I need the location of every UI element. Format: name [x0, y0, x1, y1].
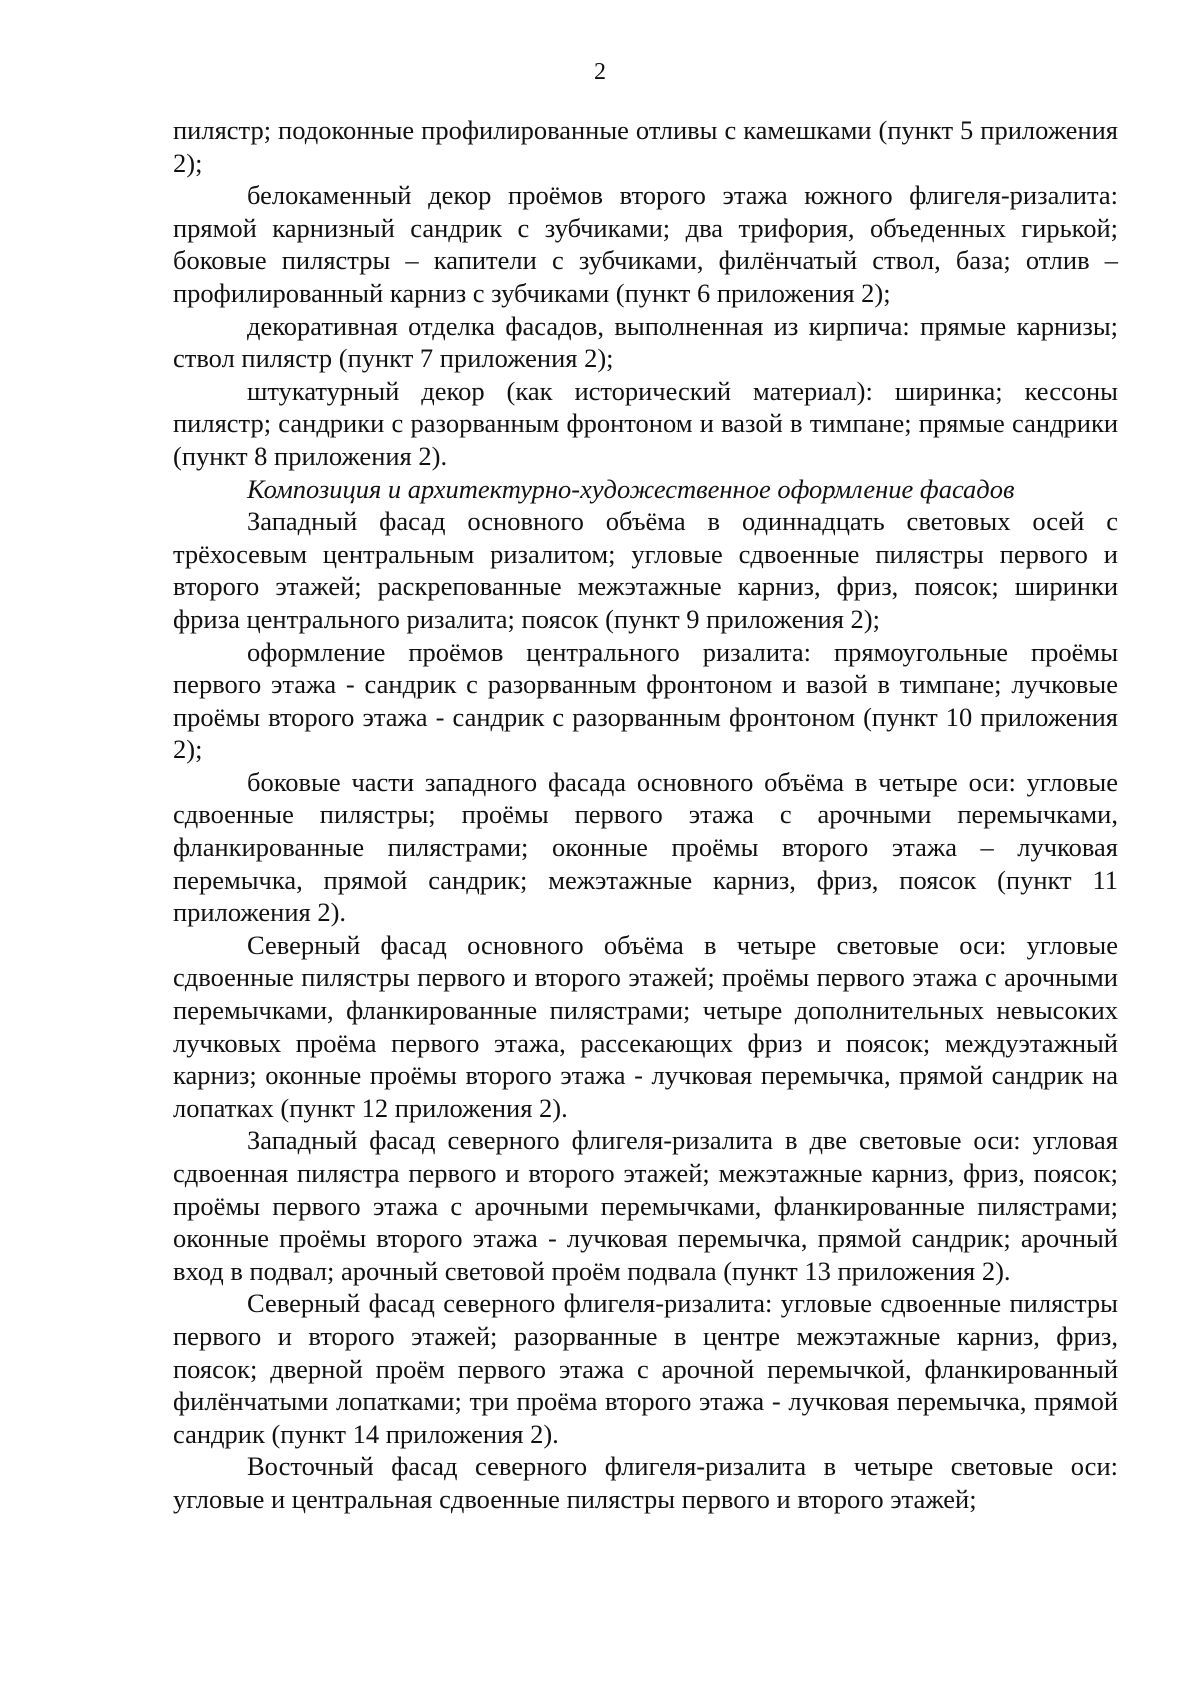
paragraph-12: Восточный фасад северного флигеля-ризалита в четыре световые оси: угловые и центральная сдвоенные пилястры первого и второго этажей; [173, 1451, 1118, 1514]
paragraph-6: Западный фасад основного объёма в одиннадцать световых осей с трёхосевым центральным ризалитом; угловые сдвоенные пилястры первого и второго этажей; раскрепованные межэтажные карниз, фриз, поясок; ширинки фриза центрального ризалита; поясок (пункт 9 приложения 2); [173, 506, 1118, 634]
paragraph-1: пилястр; подоконные профилированные отливы с камешками (пункт 5 приложения 2); [173, 115, 1118, 178]
document-body [173, 114, 1118, 1516]
paragraph-8: боковые части западного фасада основного объёма в четыре оси: угловые сдвоенные пилястры; проёмы первого этажа с арочными перемычками, фланкированные пилястрами; оконные проёмы второго этажа – лучковая перемычка, прямой сандрик; межэтажные карниз, фриз, поясок (пункт 11 приложения 2). [173, 766, 1118, 928]
paragraph-2: белокаменный декор проёмов второго этажа южного флигеля-ризалита: прямой карнизный сандрик с зубчиками; два трифория, объеденных гирькой; боковые пилястры – капители с зубчиками, филёнчатый ствол, база; отлив – профилированный карниз с зубчиками (пункт 6 приложения 2); [173, 180, 1118, 308]
paragraph-7: оформление проёмов центрального ризалита: прямоугольные проёмы первого этажа - сандрик с разорванным фронтоном и вазой в тимпане; лучковые проёмы второго этажа - сандрик с разорванным фронтоном (пункт 10 приложения 2); [173, 636, 1118, 765]
paragraph-11: Северный фасад северного флигеля-ризалита: угловые сдвоенные пилястры первого и второго этажей; разорванные в центре межэтажные карниз, фриз, поясок; дверной проём первого этажа с арочной перемычкой, фланкированный филёнчатыми лопатками; три проёма второго этажа - лучковая перемычка, прямой сандрик (пункт 14 приложения 2). [173, 1288, 1118, 1449]
paragraph-9: Северный фасад основного объёма в четыре световые оси: угловые сдвоенные пилястры первого и второго этажей; проёмы первого этажа с арочными перемычками, фланкированные пилястрами; четыре дополнительных невысоких лучковых проёма первого этажа, рассекающих фриз и поясок; междуэтажный карниз; оконные проёмы второго этажа - лучковая перемычка, прямой сандрик на лопатках (пункт 12 приложения 2). [173, 929, 1118, 1123]
page-number: 2 [594, 59, 606, 85]
paragraph-4: штукатурный декор (как исторический материал): ширинка; кессоны пилястр; сандрики с разорванным фронтоном и вазой в тимпане; прямые сандрики (пункт 8 приложения 2). [173, 375, 1118, 471]
paragraph-10: Западный фасад северного флигеля-ризалита в две световые оси: угловая сдвоенная пилястра первого и второго этажей; межэтажные карниз, фриз, поясок; проёмы первого этажа с арочными перемычками, фланкированные пилястрами; оконные проёмы второго этажа - лучковая перемычка, прямой сандрик; арочный вход в подвал; арочный световой проём подвала (пункт 13 приложения 2). [173, 1125, 1118, 1286]
section-heading: Композиция и архитектурно-художественное оформление фасадов [247, 473, 1015, 504]
paragraph-3: декоративная отделка фасадов, выполненная из кирпича: прямые карнизы; ствол пилястр (пункт 7 приложения 2); [173, 310, 1118, 374]
